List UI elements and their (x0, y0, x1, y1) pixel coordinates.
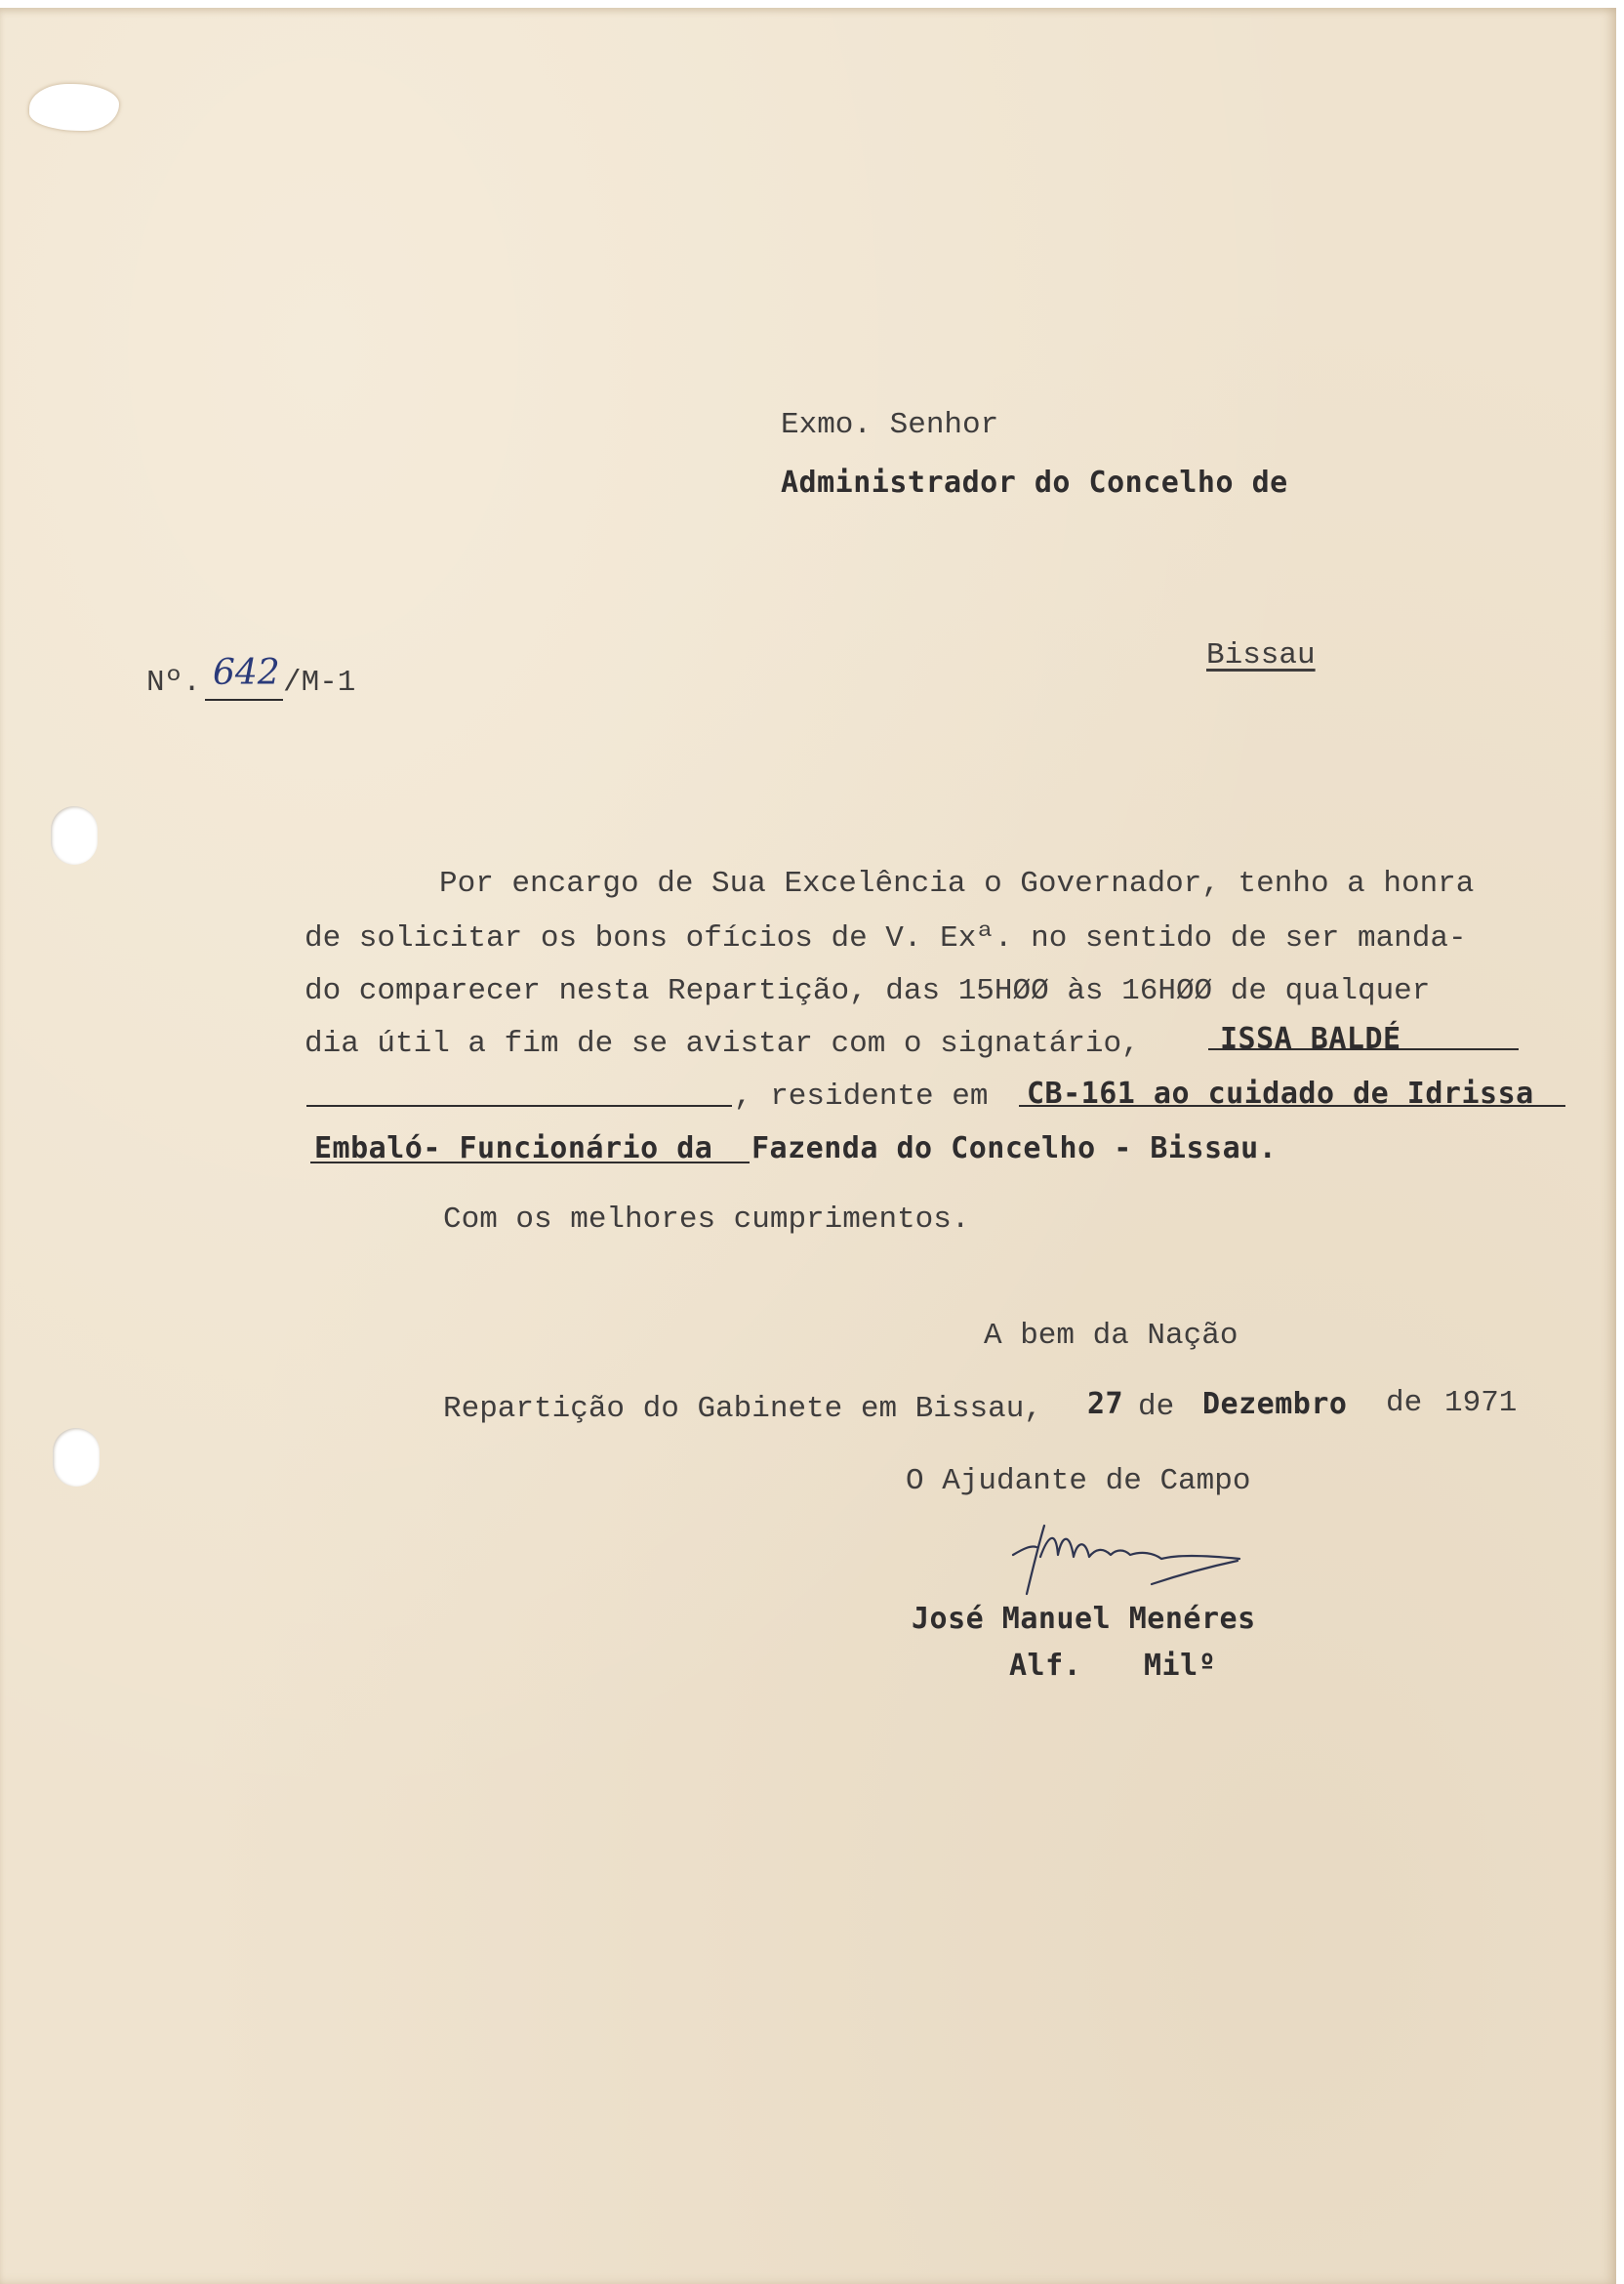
recipient-place: Bissau (1206, 638, 1316, 673)
body-line-5: , residente em (734, 1080, 989, 1114)
handwritten-signature (1005, 1516, 1259, 1604)
date-month: Dezembro (1202, 1387, 1348, 1421)
closing-greeting: Com os melhores cumprimentos. (443, 1203, 970, 1237)
document-page (0, 8, 1616, 2284)
punch-hole-lower (53, 1428, 100, 1487)
place-prefix: Repartição do Gabinete em Bissau, (443, 1392, 1042, 1426)
body-line-1: Por encargo de Sua Excelência o Governador, tenho a honra (439, 867, 1475, 901)
reference-suffix: /M-1 (283, 666, 356, 700)
residence-part-2a: Embaló- Funcionário da (314, 1131, 713, 1165)
residence-part-2b: Fazenda do Concelho - Bissau. (751, 1131, 1278, 1165)
body-line-2: de solicitar os bons ofícios de V. Exª. no sentido de ser manda- (304, 921, 1467, 956)
signatory-role: O Ajudante de Campo (906, 1464, 1251, 1498)
reference-number: 642 (213, 653, 280, 693)
body-line-3: do comparecer nesta Repartição, das 15HØØ às 16HØØ de qualquer (304, 974, 1431, 1008)
person-name: ISSA BALDÉ (1220, 1022, 1401, 1056)
body-line-4: dia útil a fim de se avistar com o signatário, (304, 1027, 1140, 1061)
closing-motto: A bem da Nação (984, 1319, 1238, 1353)
date-de-2: de (1386, 1386, 1423, 1420)
date-de-1: de (1138, 1390, 1175, 1424)
signatory-name: José Manuel Menéres (912, 1602, 1256, 1636)
signatory-rank-a: Alf. (1009, 1649, 1082, 1683)
name-continuation-line (306, 1105, 732, 1107)
torn-corner (29, 84, 119, 131)
reference-underline (205, 699, 283, 701)
recipient-title: Administrador do Concelho de (781, 466, 1288, 500)
signatory-rank-b: Milº (1144, 1649, 1217, 1683)
punch-hole-upper (51, 806, 98, 865)
date-day: 27 (1087, 1387, 1124, 1421)
date-year: 1971 (1444, 1386, 1518, 1420)
residence-part-1: CB-161 ao cuidado de Idrissa (1027, 1077, 1534, 1111)
reference-prefix: Nº. (146, 666, 201, 700)
salutation: Exmo. Senhor (781, 408, 999, 442)
